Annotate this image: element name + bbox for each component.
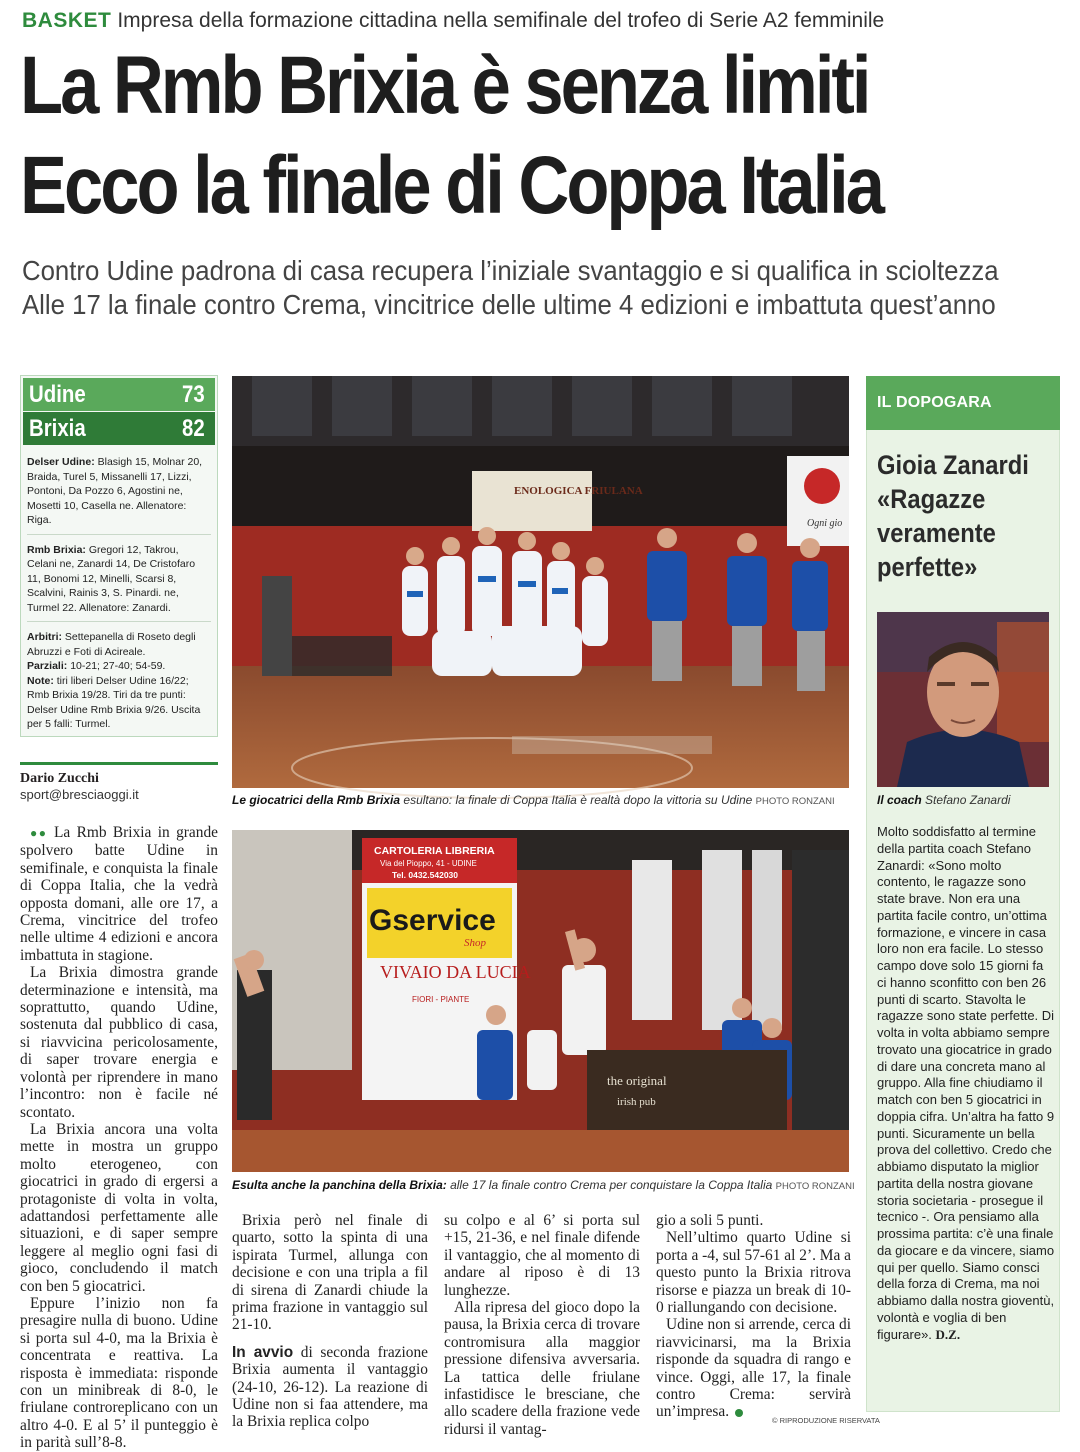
signature: D.Z. <box>935 1326 961 1342</box>
kicker-text: Impresa della formazione cittadina nella semifinale del trofeo di Serie A2 femminile <box>117 9 885 32</box>
coach-portrait-illustration <box>877 612 1049 787</box>
lineup-brixia: Rmb Brixia: Gregori 12, Takrou, Celani ne, Zanardi 14, De Cristofaro 11, Bonomi 12, Minelli, Scarsi 8, Scalvini, Rainis 3, S. Pinardi. ne, Turmel 22. Allenatore: Zanardi. <box>27 543 211 623</box>
article-paragraph: Udine non si arrende, cerca di riavvicinarsi, ma la Brixia risponde da squadra di rango e vince. Oggi, alle 17, la finale contro Crema: servirà un’impresa. <box>656 1316 851 1421</box>
celebration-photo-illustration <box>232 376 849 788</box>
logo-icon <box>804 468 840 504</box>
team-row-brixia <box>23 412 215 445</box>
article-paragraph: Eppure l’inizio non fa presagire nulla di buono. Udine si porta sul 4-0, ma la Brixia è concentrata e reattiva. La risposta è immediata: risponde con un minibreak di 8-0, le friulane controreplicano con un altro 4-0. E al 5’ il punteggio è in parità sull’8-8. <box>20 1294 218 1452</box>
photo-players-celebrating <box>232 376 849 788</box>
photo-credit: PHOTO RONZANI <box>775 1181 855 1192</box>
article-paragraph: gio a soli 5 punti. <box>656 1212 764 1229</box>
article-paragraph: Brixia però nel finale di quarto, sotto la spinta di una ispirata Turmel, allunga con decisione e con una tripla a fil di sirena di Zanardi chiude la prima frazione in vantaggio sul 21-10. <box>232 1212 428 1334</box>
ad-text: Tel. 0432.542030 <box>392 870 459 880</box>
match-info: Arbitri: Settepanella di Roseto degli Abruzzi e Foti di Acireale. Parziali: 10-21; 27-40; 54-59. Note: tiri liberi Delser Udine 16/22; Rmb Brixia 19/28. Tiri da tre punti: Delser Udine Rmb Brixia 9/26. Uscita per 5 falli: Turmel. <box>27 631 201 730</box>
ad-text: Gservice <box>369 904 496 937</box>
sidebar-title: Gioia Zanardi «Ragazze veramente perfette» <box>877 450 1029 582</box>
ad-text: the original <box>607 1073 667 1088</box>
scoreboard <box>20 375 218 737</box>
ad-text: FIORI - PIANTE <box>412 995 470 1004</box>
team-score: 82 <box>182 414 205 442</box>
article-paragraph: ●● La Rmb Brixia in grande spolvero batte Udine in semifinale, e conquista la finale di Coppa Italia, che la vedrà opposta domani, alle ore 17, a Crema, vincitrice del trofeo nelle ultime 4 edizioni e ancora imbattuta in stagione. <box>20 824 218 964</box>
photo-bench-celebrating <box>232 830 849 1172</box>
article-column-1 <box>20 824 218 1452</box>
ad-text: Ogni gio <box>807 518 843 529</box>
author-name: Dario Zucchi <box>20 771 99 786</box>
photo-caption-1: Le giocatrici della Rmb Brixia esultano: la finale di Coppa Italia è realtà dopo la vittoria su Udine PHOTO RONZANI <box>232 793 835 807</box>
headline-line-2: Ecco la finale di Coppa Italia <box>20 140 882 231</box>
article-paragraph: La Brixia dimostra grande determinazione e intensità, ma soprattutto, quando Udine, sostenuta dal pubblico di casa, si riavvicina pericolosamente, di saper trovare energia e volontà per riprendere in mano l’incontro: non è facile né scontato. <box>20 964 218 1121</box>
bench-photo-illustration <box>232 830 849 1172</box>
ad-board-enologica <box>472 471 592 531</box>
article-column-3 <box>444 1212 640 1438</box>
photo-credit: PHOTO RONZANI <box>755 796 835 807</box>
article-paragraph: La Brixia ancora una volta mette in mostra un gruppo molto eterogeneo, con giocatrici in grado di ergersi a protagoniste di volta in volta, adattandosi perfettamente alle situazioni, e di saper sempre leggere al meglio ogni fasi di gioco, concludendo il match con ben 5 giocatrici. <box>20 1120 218 1295</box>
subtitle <box>22 254 1062 322</box>
ad-text: irish pub <box>617 1096 656 1108</box>
team-row-udine <box>23 378 215 411</box>
paragraph-lead: In avvio <box>232 1343 294 1361</box>
article-paragraph: su colpo e al 6’ si porta sul +15, 21-36, e nel finale difende il vantaggio, che al momento di andare al riposo è di 13 lunghezze. <box>444 1212 640 1299</box>
ad-text: ENOLOGICA FRIULANA <box>514 485 643 497</box>
sidebar-header: IL DOPOGARA <box>866 376 1060 430</box>
coach-caption: Il coach Stefano Zanardi <box>877 793 1011 807</box>
team-score: 73 <box>182 380 205 408</box>
ad-text: CARTOLERIA LIBRERIA <box>374 845 495 857</box>
ad-text: Shop <box>464 937 486 949</box>
copyright-notice: © RIPRODUZIONE RISERVATA <box>772 1416 880 1425</box>
lead-dots-icon: ●● <box>30 826 48 840</box>
subtitle-line-1: Contro Udine padrona di casa recupera l’iniziale svantaggio e si qualifica in scioltezza <box>22 255 999 286</box>
lineup-udine: Delser Udine: Blasigh 15, Molnar 20, Braida, Turel 5, Missanelli 17, Lizzi, Pontoni, Da Pozzo 6, Agostini ne, Mosetti 10, Casella ne. Allenatore: Riga. <box>27 455 211 535</box>
author-byline <box>20 762 218 803</box>
section-label: BASKET <box>22 9 112 32</box>
sidebar-text: Molto soddisfatto al termine della partita coach Stefano Zanardi: «Sono molto contento, le ragazze sono state brave. Non era una partita facile contro, un’ottima formazione, e vincere in casa loro non era facile. Lo stesso campo dove solo 15 giorni fa ci hanno sconfitto con ben 26 punti di scarto. Stavolta le ragazze sono state perfette. Di volta in volta abbiamo sempre trovato una giocatrice in grado di dare una concreta mano al gruppo. Alla fine chiudiamo il match con ben 5 giocatrici in doppia cifra. Un’altra ha fatto 9 punti. Sicuramente un bella prova del collettivo. Credo che abbiamo disputato la miglior partita della nostra giovane storia societaria - prosegue il tecnico -. Ora pensiamo alla prossima partita: c’è una finale da giocare e da vincere, siamo qui per quello. Siamo consci della forza di Crema, ma noi abbiamo dalla nostra gioventù, volontà e voglia di ben figurare». D.Z. <box>877 824 1055 1342</box>
team-name: Udine <box>29 380 86 408</box>
scoreboard-details <box>21 447 217 738</box>
photo-caption-2: Esulta anche la panchina della Brixia: alle 17 la finale contro Crema per conquistare la Coppa Italia PHOTO RONZANI <box>232 1178 855 1192</box>
article-paragraph: In avvio di seconda frazione Brixia aumenta il vantaggio (24-10, 26-12). La reazione di Udine non si faa attendere, ma la Brixia replica colpo <box>232 1343 428 1431</box>
subtitle-line-2: Alle 17 la finale contro Crema, vincitrice delle ultime 4 edizioni e imbattuta quest’anno <box>22 289 996 320</box>
ad-text: VIVAIO DA LUCIA <box>380 962 531 982</box>
coach-portrait <box>877 612 1049 787</box>
article-column-4 <box>656 1212 851 1421</box>
article-column-2 <box>232 1212 428 1431</box>
end-mark-icon <box>735 1409 743 1417</box>
headline <box>20 36 1070 236</box>
kicker <box>22 8 884 34</box>
article-paragraph: Alla ripresa del gioco dopo la pausa, la Brixia cerca di trovare contromisura alla maggior pressione difensiva avversaria. La tattica delle friulane infastidisce le bresciane, che allo scadere della frazione vede ridursi il vantag- <box>444 1299 640 1438</box>
article-paragraph: Nell’ultimo quarto Udine si porta a -4, sul 57-61 al 2’. Ma a questo punto la Brixia ritrova risorse e piazza un break di 10-0 riallungando con decisione. <box>656 1229 851 1317</box>
headline-line-1: La Rmb Brixia è senza limiti <box>20 40 869 131</box>
ad-text: Via del Pioppo, 41 - UDINE <box>380 859 477 868</box>
author-email[interactable]: sport@bresciaoggi.it <box>20 787 139 802</box>
scorer-table <box>587 1050 787 1130</box>
team-name: Brixia <box>29 414 86 442</box>
